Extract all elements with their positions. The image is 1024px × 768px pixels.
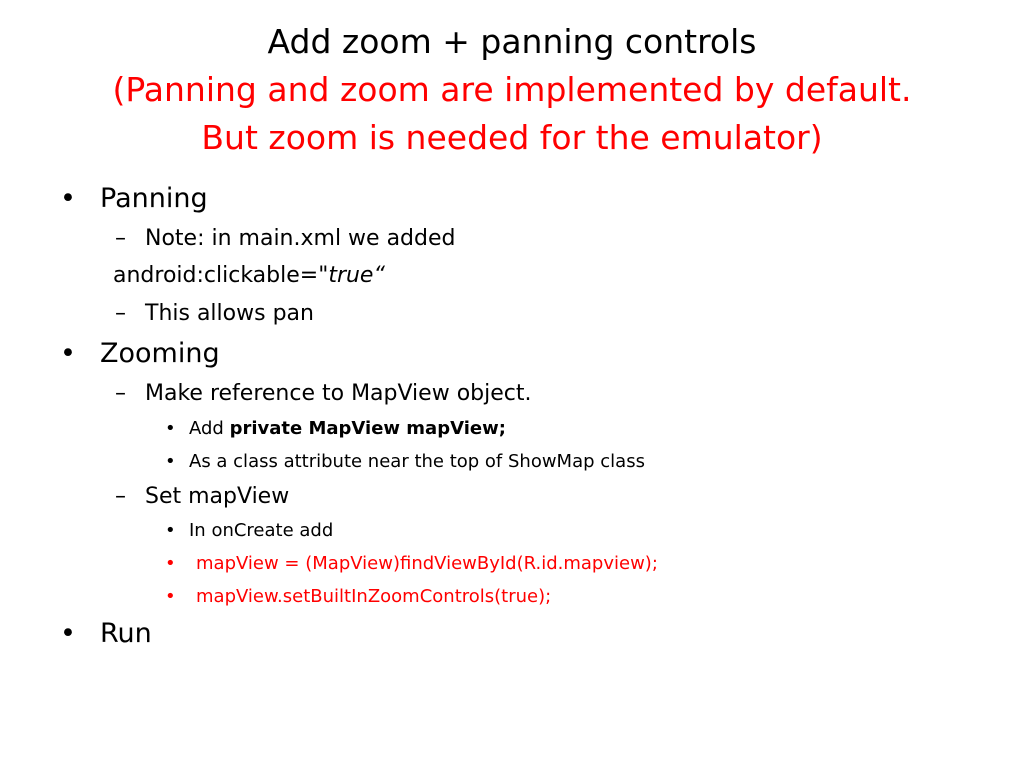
note-attr-text: android:clickable= <box>113 263 319 288</box>
title-line-3: But zoom is needed for the emulator) <box>201 118 823 157</box>
bullet-panning-text: Panning <box>100 183 208 214</box>
sub-sub-bullet-class-attribute <box>165 449 645 475</box>
sub-bullet-make-reference <box>115 379 531 409</box>
bullet-dot-icon: • <box>60 338 76 369</box>
title-line-1: Add zoom + panning controls <box>267 22 757 61</box>
sub-bullet-set-mapview <box>115 482 289 512</box>
find-view-code-text: mapView = (MapView)findViewById(R.id.mapview); <box>196 553 658 574</box>
add-code-text: private MapView mapView; <box>229 418 506 439</box>
bullet-dot-icon: • <box>60 618 76 649</box>
sub-bullet-allows-pan <box>115 299 314 329</box>
bullet-dot-icon: • <box>165 586 176 607</box>
sub-bullet-note <box>115 224 455 254</box>
add-prefix-text: Add <box>189 418 230 439</box>
bullet-panning <box>60 182 208 216</box>
sub-sub-bullet-add <box>165 416 506 442</box>
sub-sub-bullet-zoom-controls <box>165 584 551 610</box>
sub-sub-bullet-find-view <box>165 551 658 577</box>
bullet-dot-icon: • <box>165 418 176 439</box>
bullet-zooming <box>60 337 220 371</box>
title-line-2: (Panning and zoom are implemented by default. <box>112 70 912 109</box>
note-text: Note: in main.xml we added <box>145 226 456 251</box>
dash-icon: – <box>115 226 126 251</box>
oncreate-text: In onCreate add <box>189 520 334 541</box>
set-mapview-text: Set mapView <box>145 484 290 509</box>
zoom-controls-code-text: mapView.setBuiltInZoomControls(true); <box>196 586 552 607</box>
note-continuation <box>113 261 385 291</box>
bullet-dot-icon: • <box>60 183 76 214</box>
class-attribute-text: As a class attribute near the top of ShowMap class <box>189 451 645 472</box>
note-value-text: "true“ <box>318 263 385 288</box>
bullet-run-text: Run <box>100 618 152 649</box>
sub-sub-bullet-oncreate <box>165 518 333 544</box>
slide-title <box>0 18 1024 162</box>
bullet-dot-icon: • <box>165 553 176 574</box>
allows-pan-text: This allows pan <box>145 301 314 326</box>
bullet-dot-icon: • <box>165 451 176 472</box>
dash-icon: – <box>115 301 126 326</box>
dash-icon: – <box>115 381 126 406</box>
dash-icon: – <box>115 484 126 509</box>
bullet-zooming-text: Zooming <box>100 338 220 369</box>
bullet-run <box>60 617 152 651</box>
make-reference-text: Make reference to MapView object. <box>145 381 532 406</box>
bullet-dot-icon: • <box>165 520 176 541</box>
